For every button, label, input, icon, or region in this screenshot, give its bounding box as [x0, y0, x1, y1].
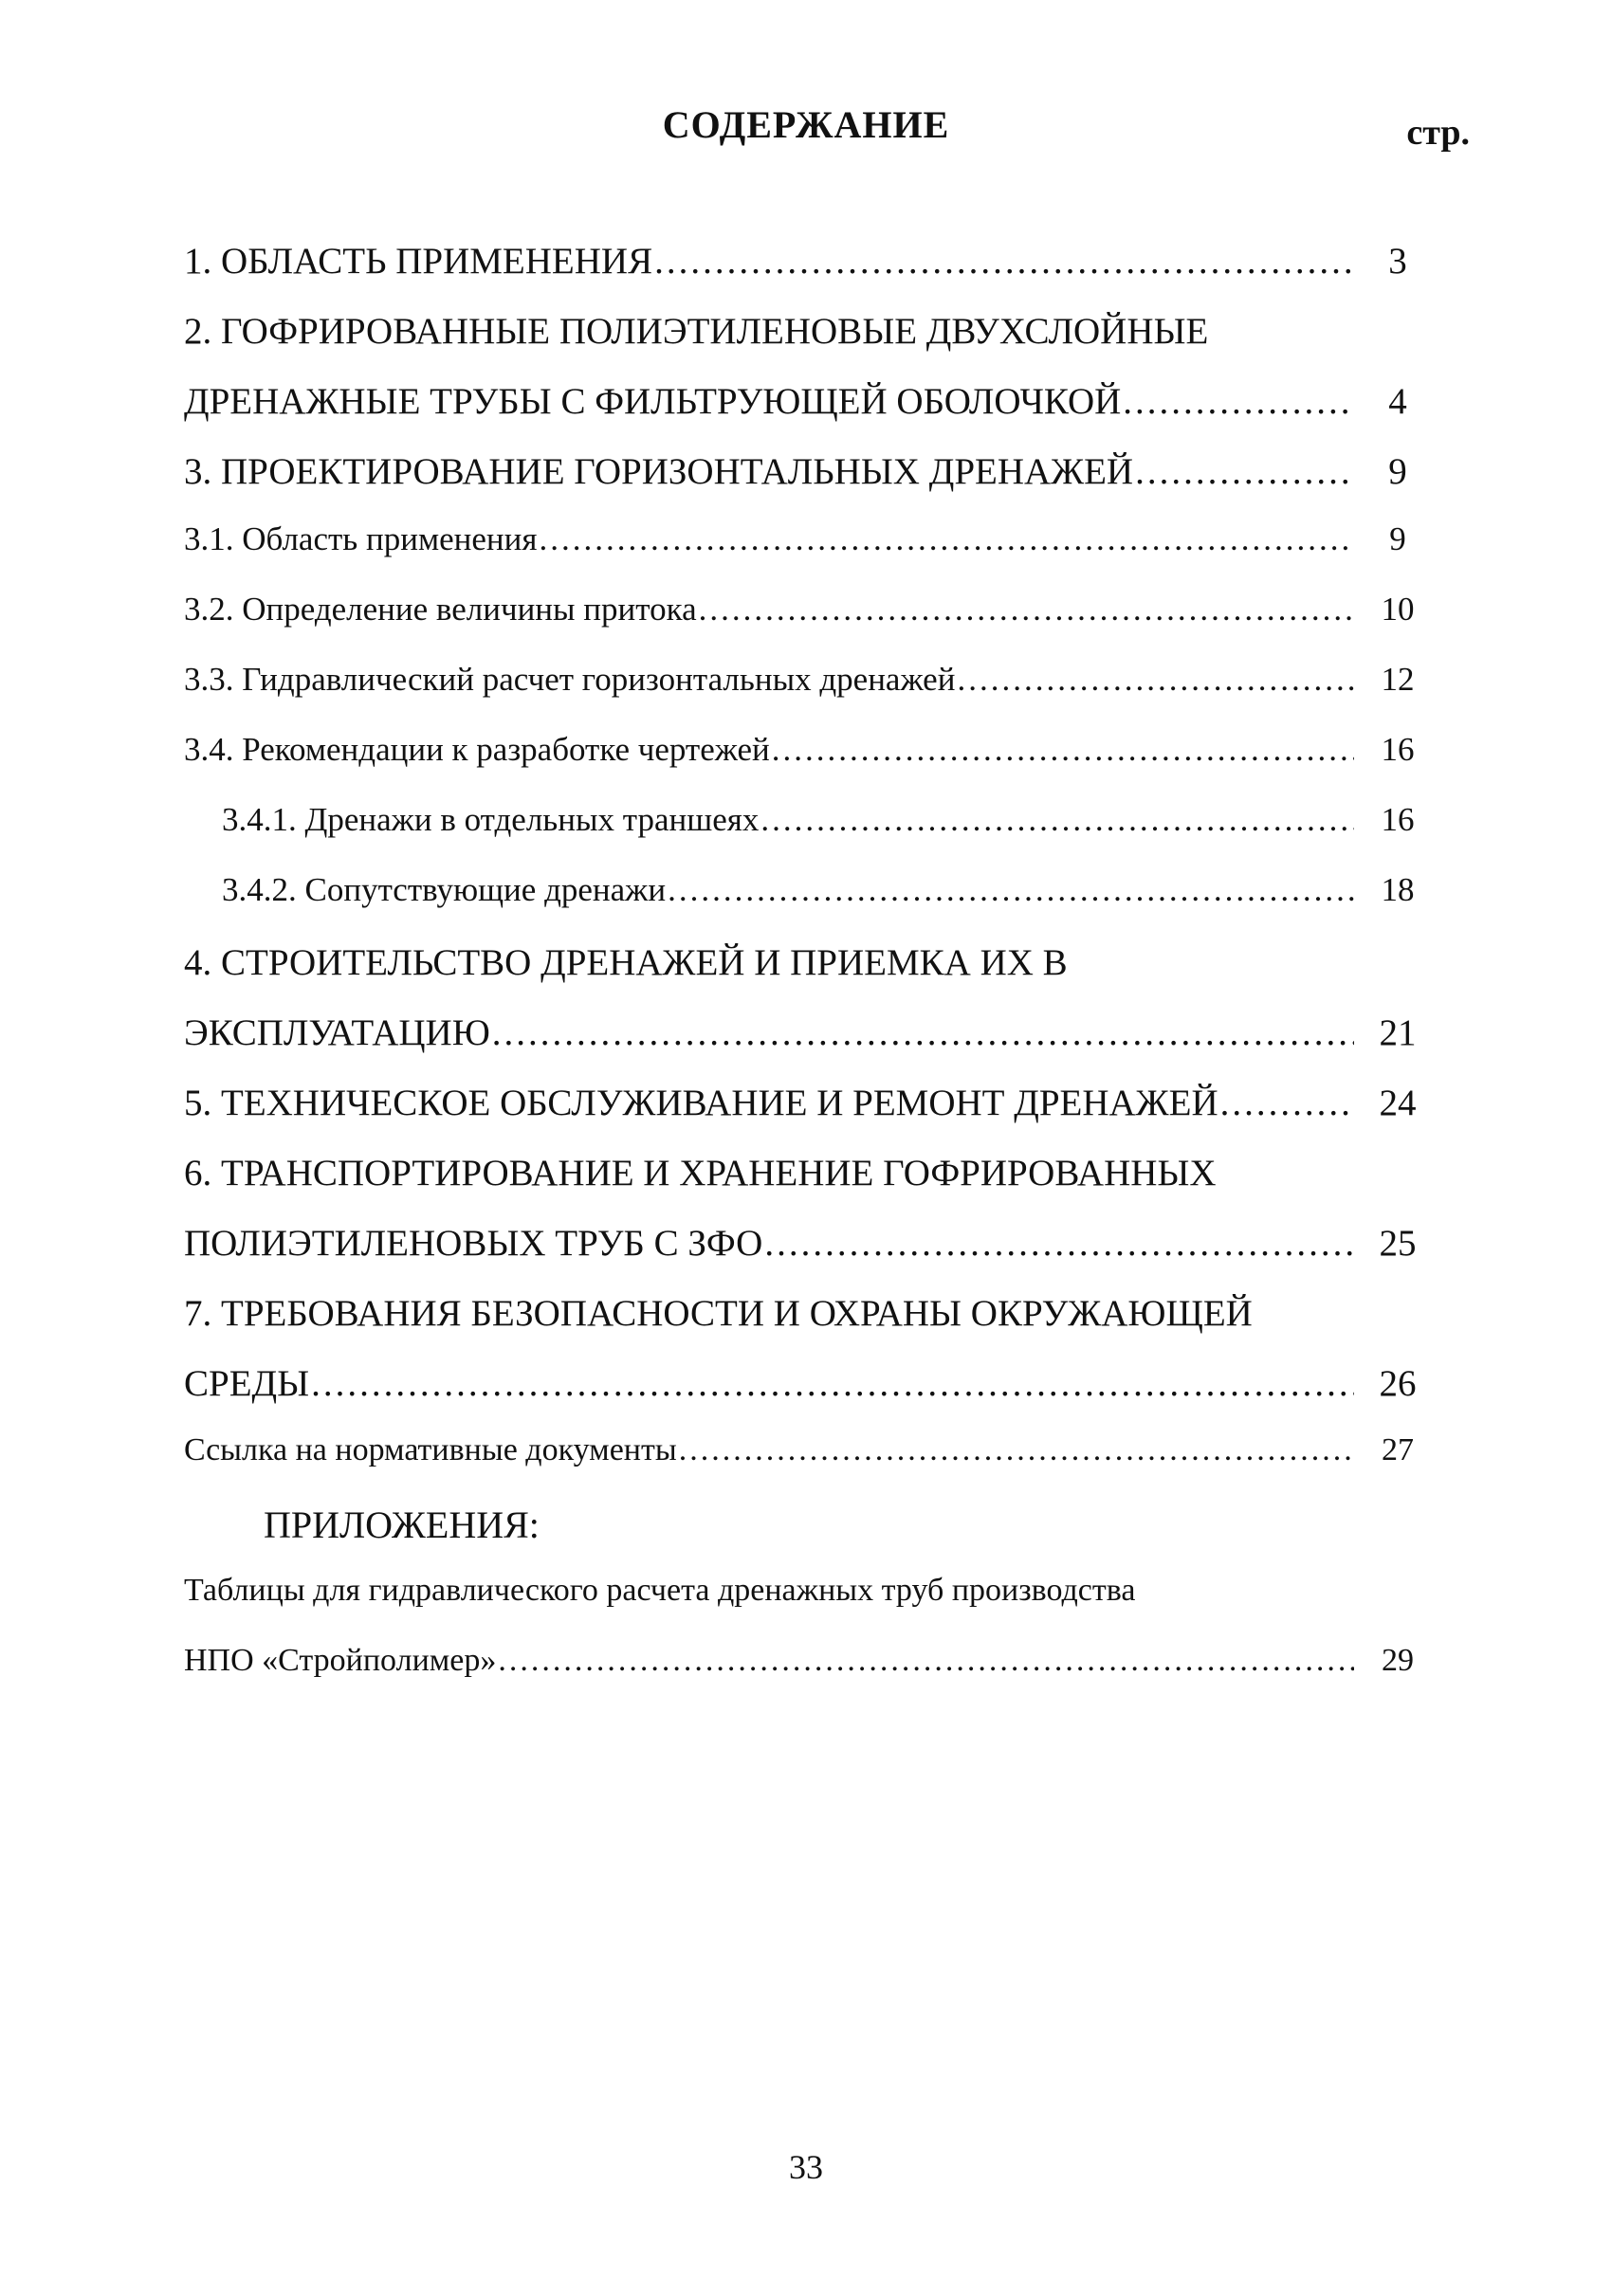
- toc-entry-text: 3.1. Область применения: [184, 520, 538, 557]
- toc-entry-4-line1: [184, 941, 1436, 1011]
- dot-leader: [699, 591, 1354, 629]
- dot-leader: [764, 1222, 1354, 1265]
- toc-entry-4: [184, 1011, 1436, 1082]
- page-number: 33: [789, 2148, 823, 2186]
- toc-entry-text: ДРЕНАЖНЫЕ ТРУБЫ С ФИЛЬТРУЮЩЕЙ ОБОЛОЧКОЙ: [184, 381, 1122, 422]
- dot-leader: [772, 731, 1354, 769]
- toc-page-number: 26: [1379, 1363, 1417, 1404]
- toc-page-number: 9: [1389, 520, 1406, 557]
- toc-page-number: 4: [1388, 381, 1407, 422]
- toc-entry-text: 3.2. Определение величины притока: [184, 591, 697, 628]
- toc-entry-3-3: [184, 661, 1436, 731]
- toc-entry-3: [184, 450, 1436, 520]
- toc-page-number: 12: [1381, 661, 1415, 698]
- dot-leader: [668, 871, 1354, 909]
- toc-entry-text: 3.4.2. Сопутствующие дренажи: [222, 871, 667, 908]
- toc-entry-text: 3.4.1. Дренажи в отдельных траншеях: [222, 801, 760, 838]
- toc-entry-appendix-line1: [184, 1573, 1436, 1643]
- dot-leader: [1123, 380, 1354, 423]
- toc-entry-text: 3. ПРОЕКТИРОВАНИЕ ГОРИЗОНТАЛЬНЫХ ДРЕНАЖЕЙ: [184, 451, 1134, 492]
- dot-leader: [1135, 450, 1354, 493]
- toc-entry-text: СРЕДЫ: [184, 1363, 310, 1404]
- toc-entry-1: [184, 240, 1436, 310]
- toc-entry-5: [184, 1082, 1436, 1152]
- dot-leader: [760, 801, 1354, 839]
- appendix-heading: [184, 1503, 1436, 1573]
- dot-leader: [498, 1643, 1354, 1679]
- toc-entry-text: ПОЛИЭТИЛЕНОВЫХ ТРУБ С ЗФО: [184, 1223, 763, 1264]
- toc-page-number: 9: [1388, 451, 1407, 492]
- table-of-contents: [184, 240, 1436, 1713]
- toc-page-number: 21: [1379, 1012, 1417, 1053]
- toc-entry-text: 3.4. Рекомендации к разработке чертежей: [184, 731, 770, 768]
- toc-page-number: 25: [1379, 1223, 1417, 1264]
- toc-entry-references: [184, 1432, 1436, 1503]
- toc-entry-3-2: [184, 591, 1436, 661]
- toc-entry-7-line1: [184, 1292, 1436, 1362]
- toc-entry-text: 2. ГОФРИРОВАННЫЕ ПОЛИЭТИЛЕНОВЫЕ ДВУХСЛОЙНЫЕ: [184, 311, 1209, 352]
- toc-entry-3-4: [184, 731, 1436, 801]
- toc-page-number: 29: [1382, 1643, 1414, 1678]
- toc-entry-text: НПО «Стройполимер»: [184, 1643, 497, 1678]
- toc-entry-3-4-2: [184, 871, 1436, 941]
- page-column-label: стр.: [1406, 113, 1470, 153]
- toc-entry-3-1: [184, 520, 1436, 591]
- toc-page-number: 18: [1381, 871, 1415, 908]
- toc-entry-text: 3.3. Гидравлический расчет горизонтальных дренажей: [184, 661, 956, 698]
- toc-entry-appendix: [184, 1643, 1436, 1713]
- toc-page-number: 24: [1379, 1083, 1417, 1123]
- toc-entry-2-line1: [184, 310, 1436, 380]
- appendix-heading-text: ПРИЛОЖЕНИЯ:: [264, 1503, 540, 1546]
- toc-entry-text: ЭКСПЛУАТАЦИЮ: [184, 1012, 490, 1053]
- page-title: СОДЕРЖАНИЕ: [662, 103, 950, 146]
- toc-page-number: 16: [1381, 731, 1415, 768]
- toc-entry-text: Таблицы для гидравлического расчета дренажных труб производства: [184, 1573, 1136, 1608]
- dot-leader: [654, 240, 1354, 282]
- dot-leader: [492, 1011, 1354, 1054]
- dot-leader: [957, 661, 1354, 699]
- toc-entry-text: 4. СТРОИТЕЛЬСТВО ДРЕНАЖЕЙ И ПРИЕМКА ИХ В: [184, 942, 1068, 983]
- toc-entry-text: 6. ТРАНСПОРТИРОВАНИЕ И ХРАНЕНИЕ ГОФРИРОВАННЫХ: [184, 1153, 1217, 1194]
- toc-entry-6-line1: [184, 1152, 1436, 1222]
- toc-entry-6: [184, 1222, 1436, 1292]
- toc-page-number: 3: [1388, 241, 1407, 282]
- toc-page-number: 16: [1381, 801, 1415, 838]
- toc-entry-3-4-1: [184, 801, 1436, 871]
- dot-leader: [1220, 1082, 1354, 1124]
- toc-entry-text: 7. ТРЕБОВАНИЯ БЕЗОПАСНОСТИ И ОХРАНЫ ОКРУЖАЮЩЕЙ: [184, 1293, 1253, 1334]
- dot-leader: [311, 1362, 1354, 1405]
- toc-entry-7: [184, 1362, 1436, 1432]
- toc-entry-2: [184, 380, 1436, 450]
- toc-entry-text: 1. ОБЛАСТЬ ПРИМЕНЕНИЯ: [184, 241, 653, 282]
- dot-leader: [679, 1432, 1354, 1468]
- toc-page-number: 27: [1382, 1432, 1414, 1467]
- toc-entry-text: 5. ТЕХНИЧЕСКОЕ ОБСЛУЖИВАНИЕ И РЕМОНТ ДРЕНАЖЕЙ: [184, 1083, 1218, 1123]
- toc-page-number: 10: [1381, 591, 1415, 628]
- toc-entry-text: Ссылка на нормативные документы: [184, 1432, 677, 1467]
- dot-leader: [539, 520, 1354, 558]
